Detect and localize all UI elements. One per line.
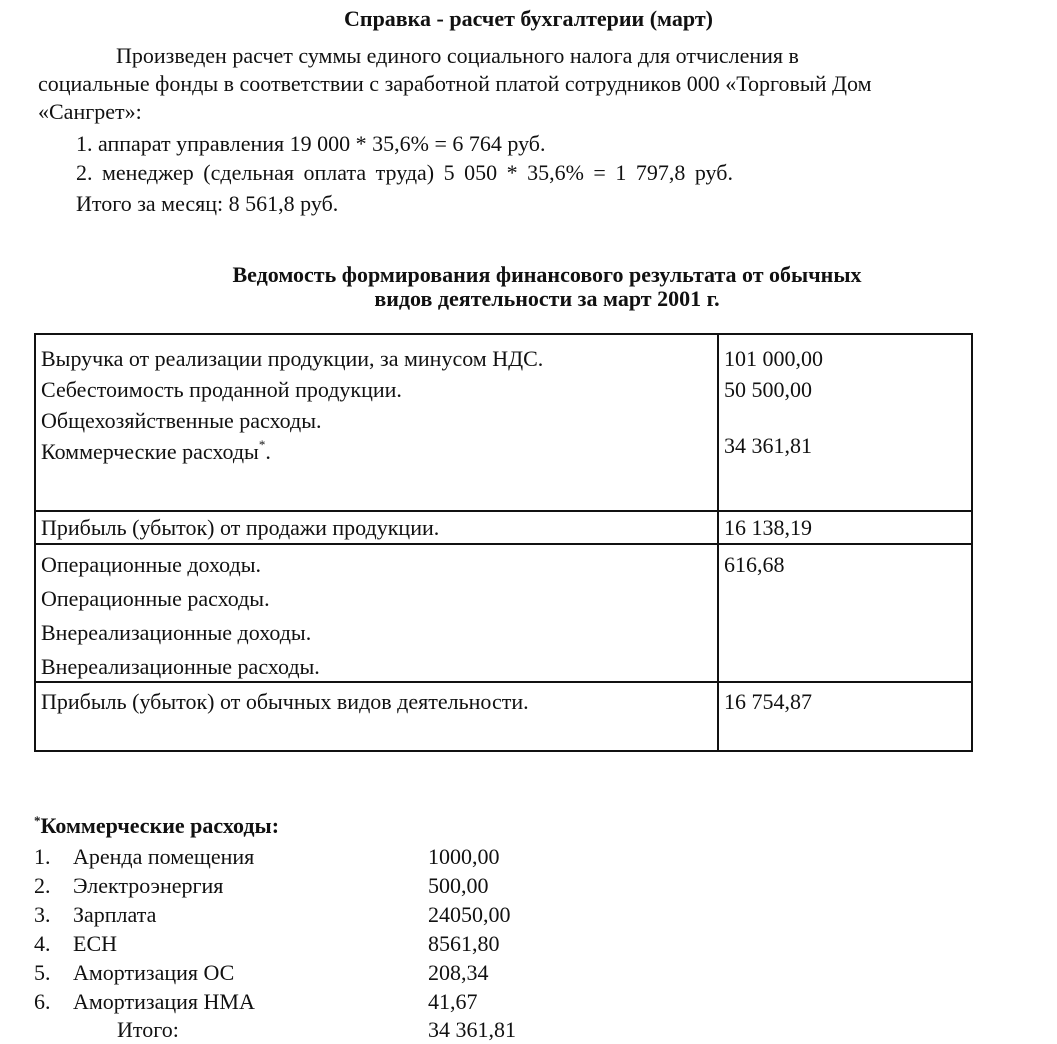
list-item-value: 500,00 xyxy=(428,873,489,898)
list-item-value: 1000,00 xyxy=(428,844,500,869)
financial-statement-table xyxy=(34,333,973,752)
calc-total: Итого за месяц: 8 561,8 руб. xyxy=(76,191,339,216)
list-item-number: 4. xyxy=(34,931,51,956)
row-label-revenue: Выручка от реализации продукции, за минусом НДС. xyxy=(41,346,544,371)
list-item-value: 8561,80 xyxy=(428,931,500,956)
footnote-total-value: 34 361,81 xyxy=(428,1017,516,1042)
row-label-ordinary-profit: Прибыль (убыток) от обычных видов деятельности. xyxy=(41,689,529,714)
statement-title-line-1: Ведомость формирования финансового результата от обычных xyxy=(232,262,862,287)
table-cell-value xyxy=(718,334,972,511)
list-item-label: Аренда помещения xyxy=(73,844,255,869)
row-value-commercial: 34 361,81 xyxy=(724,433,812,458)
intro-line-1: Произведен расчет суммы единого социального налога для отчисления в xyxy=(116,43,799,68)
row-value-cost: 50 500,00 xyxy=(724,377,812,402)
intro-line-2: социальные фонды в соответствии с заработной платой сотрудников 000 «Торговый Дом xyxy=(38,71,872,96)
intro-line-3: «Сангрет»: xyxy=(38,99,142,124)
table-row xyxy=(35,544,972,682)
row-value-sales-profit: 16 138,19 xyxy=(724,515,812,540)
list-item-number: 6. xyxy=(34,989,51,1014)
list-item-label: Амортизация НМА xyxy=(73,989,255,1014)
row-label-op-income: Операционные доходы. xyxy=(41,552,261,577)
table-cell-value xyxy=(718,511,972,544)
list-item-number: 3. xyxy=(34,902,51,927)
table-cell-label xyxy=(35,682,718,751)
calc-item-1: 1. аппарат управления 19 000 * 35,6% = 6 764 руб. xyxy=(76,131,546,156)
list-item-number: 5. xyxy=(34,960,51,985)
footnote-heading: *Коммерческие расходы: xyxy=(34,813,280,838)
table-cell-value xyxy=(718,544,972,682)
list-item-value: 24050,00 xyxy=(428,902,511,927)
statement-title-line-2: видов деятельности за март 2001 г. xyxy=(374,286,720,311)
footnote-total-label: Итого: xyxy=(117,1017,179,1042)
list-item-label: Амортизация ОС xyxy=(73,960,235,985)
list-item-value: 41,67 xyxy=(428,989,478,1014)
row-value-op-income: 616,68 xyxy=(724,552,785,577)
intro-paragraph xyxy=(38,42,1054,126)
list-item-label: ЕСН xyxy=(73,931,117,956)
row-label-sales-profit: Прибыль (убыток) от продажи продукции. xyxy=(41,515,440,540)
list-item-number: 1. xyxy=(34,844,51,869)
table-row xyxy=(35,334,972,511)
row-label-commercial: Коммерческие расходы*. xyxy=(41,437,271,464)
list-item-number: 2. xyxy=(34,873,51,898)
list-item-label: Зарплата xyxy=(73,902,157,927)
row-label-cost: Себестоимость проданной продукции. xyxy=(41,377,402,402)
page-title: Справка - расчет бухгалтерии (март) xyxy=(344,6,713,31)
footnote-mark: * xyxy=(258,437,266,452)
row-value-revenue: 101 000,00 xyxy=(724,346,823,371)
table-row xyxy=(35,682,972,751)
row-label-op-expenses: Операционные расходы. xyxy=(41,586,270,611)
table-cell-value xyxy=(718,682,972,751)
calc-item-2: 2. менеджер (сдельная оплата труда) 5 050 * 35,6% = 1 797,8 руб. xyxy=(76,160,733,185)
row-label-nonop-income: Внереализационные доходы. xyxy=(41,620,312,645)
footnote-star: * xyxy=(34,813,41,828)
table-cell-label xyxy=(35,511,718,544)
table-cell-label xyxy=(35,334,718,511)
row-label-nonop-expenses: Внереализационные расходы. xyxy=(41,654,320,679)
table-cell-label xyxy=(35,544,718,682)
row-label-overhead: Общехозяйственные расходы. xyxy=(41,408,322,433)
list-item-label: Электроэнергия xyxy=(73,873,224,898)
table-row xyxy=(35,511,972,544)
list-item-value: 208,34 xyxy=(428,960,489,985)
row-value-ordinary-profit: 16 754,87 xyxy=(724,689,812,714)
